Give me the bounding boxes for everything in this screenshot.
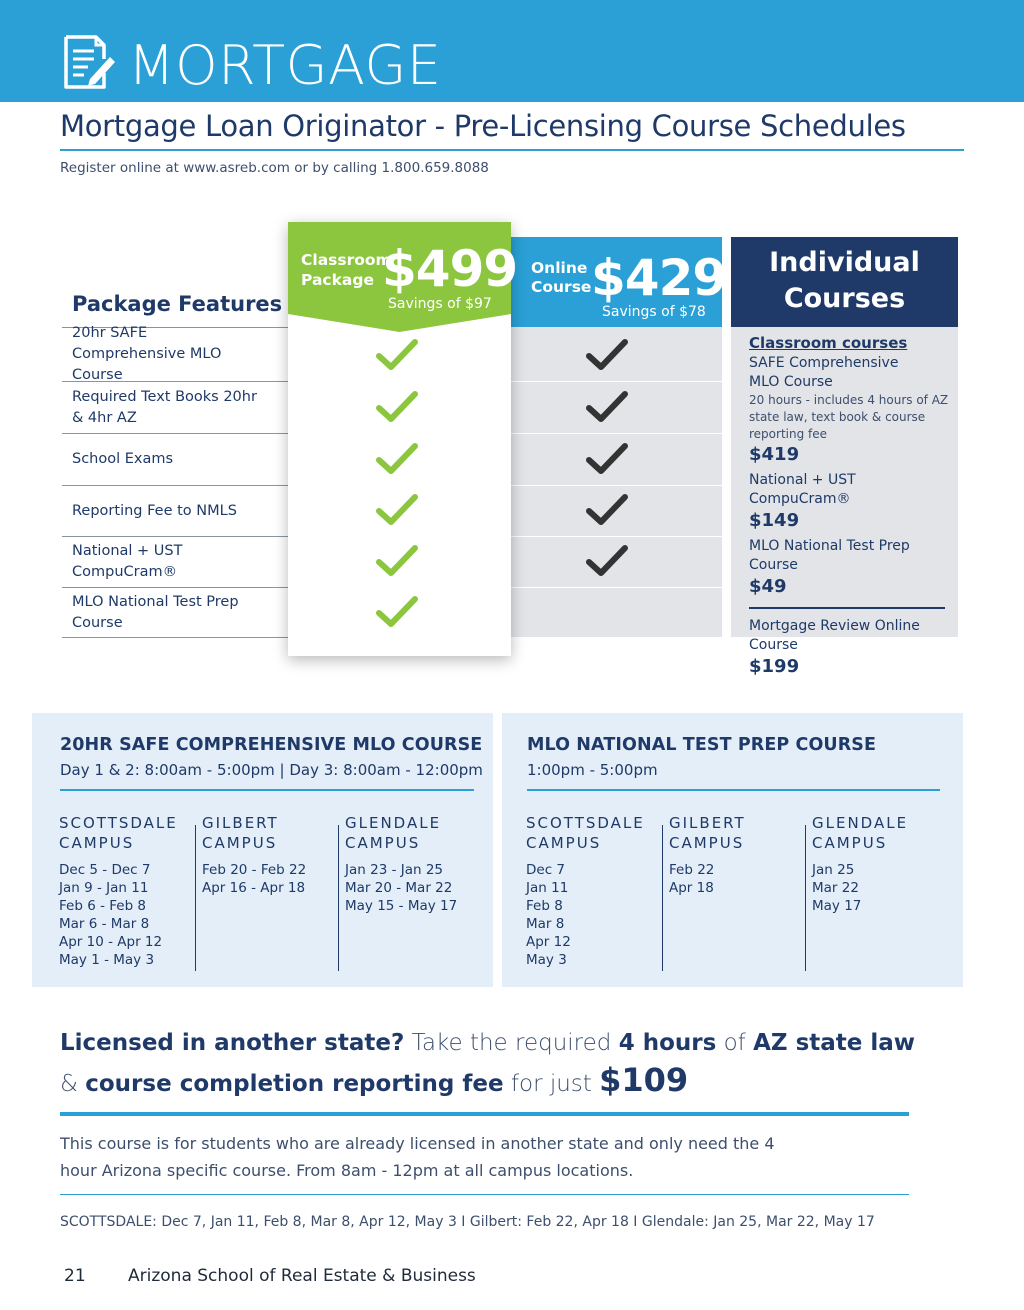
- classroom-package-column: [288, 222, 518, 656]
- check-icon: [376, 442, 418, 476]
- divider: [805, 825, 806, 971]
- divider: [60, 1194, 909, 1195]
- feature-row: [62, 327, 288, 381]
- schedule-time: 1:00pm - 5:00pm: [527, 761, 658, 779]
- course-name: MLO Course: [749, 374, 833, 390]
- schedule-title: MLO NATIONAL TEST PREP COURSE: [527, 735, 877, 755]
- divider: [527, 789, 940, 791]
- feature-label: MLO National Test Prep Course: [72, 593, 239, 631]
- check-icon: [376, 493, 418, 527]
- schedule-prep-panel: [502, 713, 963, 987]
- divider: [60, 1112, 909, 1116]
- course-price: $199: [749, 656, 800, 677]
- course-price: $49: [749, 576, 787, 597]
- course-name: Mortgage Review Online Course: [749, 618, 920, 653]
- course-name: SAFE Comprehensive: [749, 355, 899, 371]
- campus-dates: Dec 7 Jan 11 Feb 8 Mar 8 Apr 12 May 3: [526, 862, 571, 968]
- course-price: $149: [749, 510, 800, 531]
- licensed-headline-line2: & course completion reporting fee for just $109: [60, 1061, 689, 1099]
- classroom-package-label: Classroom Package: [301, 251, 392, 289]
- classroom-package-price: $499: [382, 240, 518, 298]
- individual-courses-list: [749, 332, 949, 679]
- divider: [60, 149, 964, 151]
- divider: [338, 825, 339, 971]
- footer-school-name: Arizona School of Real Estate & Business: [128, 1266, 476, 1286]
- campus-dates: Jan 23 - Jan 25 Mar 20 - Mar 22 May 15 - May 17: [345, 862, 458, 914]
- campus-scottsdale: SCOTTSDALE CAMPUS Dec 7 Jan 11 Feb 8 Mar 8 Apr 12 May 3: [526, 813, 666, 969]
- check-icon: [376, 338, 418, 372]
- campus-dates: Feb 20 - Feb 22 Apr 16 - Apr 18: [202, 862, 307, 896]
- schedule-title: 20HR SAFE COMPREHENSIVE MLO COURSE: [60, 735, 483, 755]
- course-price: $419: [749, 444, 800, 465]
- classroom-package-savings: Savings of $97: [388, 296, 492, 312]
- package-features-title: Package Features: [72, 292, 283, 316]
- individual-courses-column: [731, 237, 958, 677]
- check-icon: [586, 442, 628, 476]
- licensed-price: $109: [599, 1061, 689, 1099]
- check-icon: [586, 544, 628, 578]
- online-course-label: Online Course: [531, 259, 592, 296]
- campus-dates: Dec 5 - Dec 7 Jan 9 - Jan 11 Feb 6 - Feb 8 Mar 6 - Mar 8 Apr 10 - Apr 12 May 1 - May 3: [59, 862, 163, 968]
- check-icon: [586, 493, 628, 527]
- check-icon: [586, 338, 628, 372]
- schedule-time: Day 1 & 2: 8:00am - 5:00pm | Day 3: 8:00am - 12:00pm: [60, 761, 483, 779]
- check-icon: [376, 595, 418, 629]
- check-icon: [586, 390, 628, 424]
- course-name: MLO National Test Prep Course: [749, 538, 910, 573]
- page-subtitle: Mortgage Loan Originator - Pre-Licensing Course Schedules: [60, 109, 906, 143]
- campus-gilbert: GILBERT CAMPUS Feb 22 Apr 18: [669, 813, 809, 897]
- feature-row: [62, 536, 288, 587]
- divider: [511, 433, 722, 434]
- feature-row: [62, 587, 288, 637]
- schedule-safe-panel: [32, 713, 493, 987]
- divider: [62, 637, 288, 638]
- online-course-header: [511, 237, 727, 327]
- divider: [511, 536, 722, 537]
- feature-label: Required Text Books 20hr & 4hr AZ: [72, 388, 257, 426]
- campus-gilbert: GILBERT CAMPUS Feb 20 - Feb 22 Apr 16 - Apr 18: [202, 813, 342, 897]
- divider: [195, 825, 196, 971]
- divider: [60, 789, 474, 791]
- divider: [511, 381, 722, 382]
- course-name: National + UST CompuCram®: [749, 472, 856, 507]
- campus-glendale: GLENDALE CAMPUS Jan 23 - Jan 25 Mar 20 - Mar 22 May 15 - May 17: [345, 813, 485, 915]
- individual-courses-header: Individual Courses: [731, 237, 958, 327]
- divider: [511, 587, 722, 588]
- feature-label: School Exams: [72, 451, 174, 467]
- divider: [749, 607, 945, 609]
- register-text: Register online at www.asreb.com or by calling 1.800.659.8088: [60, 160, 489, 176]
- feature-label: Reporting Fee to NMLS: [72, 502, 237, 519]
- licensed-dates: SCOTTSDALE: Dec 7, Jan 11, Feb 8, Mar 8, Apr 12, May 3 I Gilbert: Feb 22, Apr 18 I Glendale: Jan 25, Mar 22, May 17: [60, 1214, 875, 1230]
- check-icon: [376, 390, 418, 424]
- divider: [511, 485, 722, 486]
- classroom-package-header: [288, 222, 518, 330]
- divider: [662, 825, 663, 971]
- check-icon: [376, 544, 418, 578]
- campus-dates: Jan 25 Mar 22 May 17: [812, 862, 862, 914]
- section-title: MORTGAGE: [128, 34, 442, 97]
- online-course-price: $429: [591, 249, 727, 307]
- header-banner: [0, 0, 1024, 102]
- course-description: 20 hours - includes 4 hours of AZ state law, text book & course reporting fee: [749, 393, 949, 441]
- feature-row: [62, 381, 288, 433]
- feature-label: 20hr SAFE Comprehensive MLO Course: [72, 325, 222, 383]
- licensed-description: This course is for students who are already licensed in another state and only need the 4 hour Arizona specific course. From 8am - 12pm at all campus locations.: [60, 1134, 775, 1180]
- campus-dates: Feb 22 Apr 18: [669, 862, 715, 896]
- licensed-headline: Licensed in another state? Take the required 4 hours of AZ state law: [60, 1030, 916, 1056]
- online-course-savings: Savings of $78: [602, 304, 706, 320]
- campus-scottsdale: SCOTTSDALE CAMPUS Dec 5 - Dec 7 Jan 9 - Jan 11 Feb 6 - Feb 8 Mar 6 - Mar 8 Apr 10 - Apr 12 May 1 - May 3: [59, 813, 199, 969]
- feature-label: National + UST CompuCram®: [72, 543, 183, 580]
- feature-row: [62, 433, 288, 485]
- feature-row: [62, 485, 288, 536]
- document-pen-icon: [60, 33, 116, 91]
- classroom-courses-link[interactable]: Classroom courses: [749, 334, 908, 352]
- campus-glendale: GLENDALE CAMPUS Jan 25 Mar 22 May 17: [812, 813, 952, 915]
- page-number: 21: [64, 1266, 86, 1286]
